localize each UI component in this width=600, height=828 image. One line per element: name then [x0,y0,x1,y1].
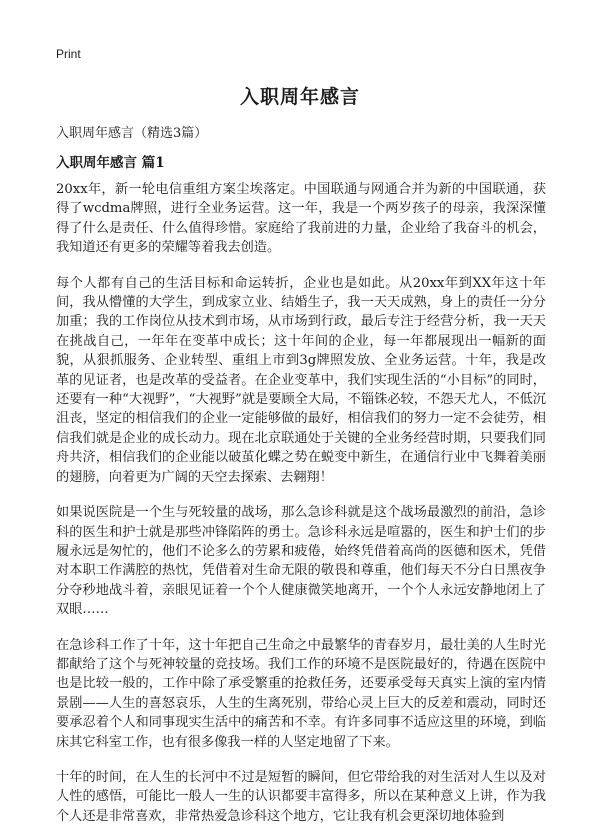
paragraph-3: 如果说医院是一个生与死较量的战场，那么急诊科就是这个战场最激烈的前沿，急诊科的医生和护士就是那些冲锋陷阵的勇士。急诊科永远是喧嚣的，医生和护士们的步履永远是匆忙的，他们不论多么的劳累和疲倦，始终凭借着高尚的医德和医术，凭借对本职工作满腔的热忱，凭借着对生命无限的敬畏和尊重，他们每天不分白日黑夜争分夺秒地战斗着，亲眼见证着一个个人健康微笑地离开，一个个人永远安静地闭上了双眼…… [56,505,546,618]
section-heading: 入职周年感言 篇1 [56,155,165,171]
print-link[interactable]: Print [56,47,81,61]
body-text [56,180,546,828]
paragraph-2: 每个人都有自己的生活目标和命运转折，企业也是如此。从20xx年到XX年这十年间，我从懵懂的大学生，到成家立业、结婚生子，我一天天成熟，身上的责任一分分加重；我的工作岗位从技术到市场，从市场到行政，最后专注于经营分析，我一天天在挑战自己，一年年在变革中成长；这十年间的企业，每一年都展现出一幅新的面貌，从狠抓服务、企业转型、重组上市到3g牌照发放、全业务运营。十年，我是改革的见证者，也是改革的受益者。在企业变革中，我们实现生活的“小目标”的同时，还要有一种“大视野”，“大视野”就是要顾全大局，不锱铢必较，不怨天尤人，不低沉沮丧，坚定的相信我们的企业一定能够做的最好，相信我们的努力一定不会徒劳，相信我们就是企业的成长动力。现在北京联通处于关键的全业务经营时期，只要我们同舟共济，相信我们的企业能以破茧化蝶之势在蜕变中新生，在通信行业中飞舞着美丽的翅膀，向着更为广阔的天空去探索、去翱翔！ [56,275,546,485]
document-subtitle: 入职周年感言（精选3篇） [56,126,208,141]
paragraph-1: 20xx年，新一轮电信重组方案尘埃落定。中国联通与网通合并为新的中国联通，获得了wcdma牌照，进行全业务运营。这一年，我是一个两岁孩子的母亲，我深深懂得了什么是责任、什么值得珍惜。家庭给了我前进的力量，企业给了我奋斗的机会，我知道还有更多的荣耀等着我去创造。 [56,182,546,256]
paragraph-5: 十年的时间，在人生的长河中不过是短暂的瞬间，但它带给我的对生活对人生以及对人性的感悟，可能比一般人一生的认识都要丰富得多，所以在某种意义上讲，作为我个人还是非常喜欢，非常热爱急诊科这个地方，它让我有机会更深切地体验到 [56,769,546,824]
paragraph-4: 在急诊科工作了十年，这十年把自己生命之中最繁华的青春岁月，最壮美的人生时光都献给了这个与死神较量的竞技场。我们工作的环境不是医院最好的，待遇在医院中也是比较一般的，工作中除了承受繁重的抢救任务，还要承受每天真实上演的室内情景剧——人生的喜怒哀乐，人生的生离死别，带给心灵上巨大的反差和震动，同时还要承忍着个人和同事现实生活中的痛苦和不幸。有许多同事不适应这里的环境，到临床其它科室工作，也有很多像我一样的人坚定地留了下来。 [56,637,546,750]
document-title: 入职周年感言 [239,86,360,108]
